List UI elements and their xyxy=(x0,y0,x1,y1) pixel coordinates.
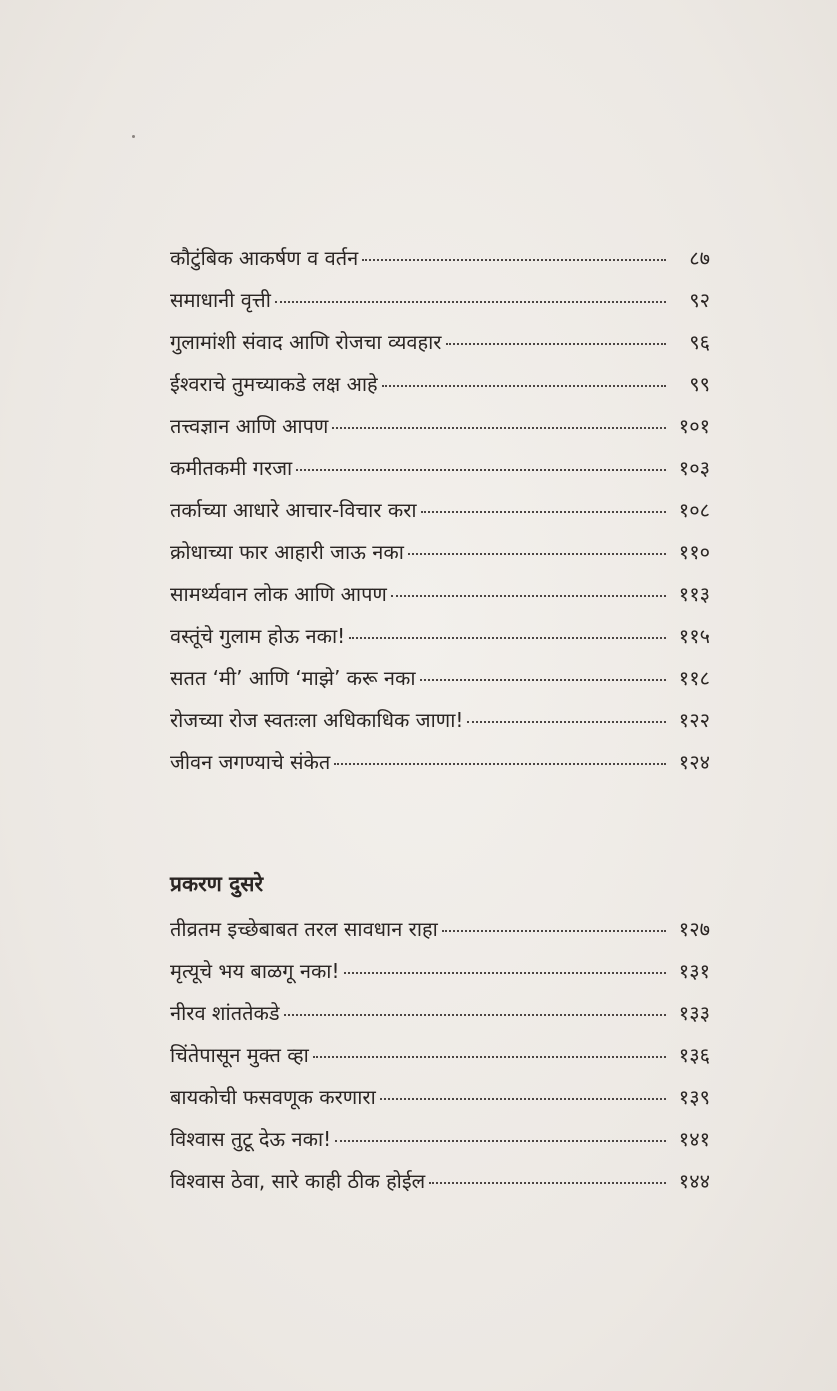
dot-leader xyxy=(408,553,666,555)
toc-entry xyxy=(170,285,710,327)
toc-entry-title: तत्त्वज्ञान आणि आपण xyxy=(170,414,329,438)
toc-entry-page: १२४ xyxy=(678,750,710,774)
toc-entry-title: चिंतेपासून मुक्त व्हा xyxy=(170,1043,309,1067)
toc-entry-page: ८७ xyxy=(689,246,710,270)
toc-entry-title: रोजच्या रोज स्वतःला अधिकाधिक जाणा! xyxy=(170,708,464,732)
toc-entry xyxy=(170,621,710,663)
toc-entry-page: १३९ xyxy=(678,1085,710,1109)
toc-entry xyxy=(170,495,710,537)
toc-entry xyxy=(170,327,710,369)
toc-list-part2 xyxy=(170,914,710,1208)
toc-entry-title: विश्वास ठेवा, सारे काही ठीक होईल xyxy=(170,1169,426,1193)
toc-entry-page: ९६ xyxy=(689,330,710,354)
toc-entry-page: ११३ xyxy=(678,582,710,606)
toc-entry-title: वस्तूंचे गुलाम होऊ नका! xyxy=(170,624,346,648)
toc-entry xyxy=(170,537,710,579)
toc-entry xyxy=(170,747,710,789)
toc-entry-page: १४१ xyxy=(678,1127,710,1151)
dot-leader xyxy=(446,343,667,345)
dot-leader xyxy=(284,1014,666,1016)
toc-entry xyxy=(170,369,710,411)
toc-entry-page: १०८ xyxy=(678,498,710,522)
toc-entry xyxy=(170,663,710,705)
toc-entry-title: विश्वास तुटू देऊ नका! xyxy=(170,1127,332,1151)
toc-entry-page: १३३ xyxy=(678,1001,710,1025)
toc-entry-title: गुलामांशी संवाद आणि रोजचा व्यवहार xyxy=(170,330,442,354)
toc-entry-page: ९९ xyxy=(689,372,710,396)
toc-entry xyxy=(170,1166,710,1208)
toc-entry-title: समाधानी वृत्ती xyxy=(170,288,271,312)
dot-leader xyxy=(334,763,666,765)
dot-leader xyxy=(332,427,666,429)
toc-entry-page: १२७ xyxy=(678,917,710,941)
toc-entry-title: तीव्रतम इच्छेबाबत तरल सावधान राहा xyxy=(170,917,438,941)
toc-entry-page: १०१ xyxy=(678,414,710,438)
dot-leader xyxy=(335,1140,666,1142)
dot-leader xyxy=(442,930,666,932)
toc-entry-title: मृत्यूचे भय बाळगू नका! xyxy=(170,959,340,983)
toc-entry-page: १४४ xyxy=(678,1169,710,1193)
dot-leader xyxy=(275,301,666,303)
toc-entry xyxy=(170,914,710,956)
toc-list-part1 xyxy=(170,243,710,789)
dot-leader xyxy=(349,637,666,639)
dot-leader xyxy=(382,385,666,387)
toc-entry xyxy=(170,1082,710,1124)
toc-entry-title: क्रोधाच्या फार आहारी जाऊ नका xyxy=(170,540,404,564)
toc-entry-title: सामर्थ्यवान लोक आणि आपण xyxy=(170,582,387,606)
dot-leader xyxy=(313,1056,666,1058)
toc-entry-page: ११८ xyxy=(678,666,710,690)
toc-entry-title: जीवन जगण्याचे संकेत xyxy=(170,750,331,774)
dot-leader xyxy=(429,1182,666,1184)
toc-entry-page: १३६ xyxy=(678,1043,710,1067)
toc-entry-title: सतत ‘मी’ आणि ‘माझे’ करू नका xyxy=(170,666,416,690)
dot-leader xyxy=(391,595,666,597)
toc-entry xyxy=(170,453,710,495)
toc-entry-page: १०३ xyxy=(678,456,710,480)
paper-speck xyxy=(132,135,135,138)
toc-entry xyxy=(170,956,710,998)
toc-entry-page: ११५ xyxy=(678,624,710,648)
toc-entry xyxy=(170,1124,710,1166)
toc-entry-page: ११० xyxy=(678,540,710,564)
dot-leader xyxy=(296,469,666,471)
section-heading: प्रकरण दुसरे xyxy=(170,872,264,896)
toc-entry xyxy=(170,411,710,453)
toc-entry xyxy=(170,243,710,285)
toc-entry-page: १२२ xyxy=(678,708,710,732)
dot-leader xyxy=(344,972,666,974)
dot-leader xyxy=(362,259,666,261)
toc-entry-title: नीरव शांततेकडे xyxy=(170,1001,280,1025)
toc-entry-page: १३१ xyxy=(678,959,710,983)
dot-leader xyxy=(380,1098,666,1100)
toc-entry-title: कमीतकमी गरजा xyxy=(170,456,293,480)
toc-entry xyxy=(170,998,710,1040)
dot-leader xyxy=(467,721,666,723)
toc-entry-title: ईश्वराचे तुमच्याकडे लक्ष आहे xyxy=(170,372,378,396)
toc-entry-page: ९२ xyxy=(689,288,710,312)
toc-entry xyxy=(170,705,710,747)
toc-entry xyxy=(170,579,710,621)
toc-entry xyxy=(170,1040,710,1082)
toc-entry-title: तर्काच्या आधारे आचार-विचार करा xyxy=(170,498,417,522)
toc-entry-title: कौटुंबिक आकर्षण व वर्तन xyxy=(170,246,359,270)
dot-leader xyxy=(420,679,666,681)
dot-leader xyxy=(421,511,666,513)
toc-entry-title: बायकोची फसवणूक करणारा xyxy=(170,1085,376,1109)
